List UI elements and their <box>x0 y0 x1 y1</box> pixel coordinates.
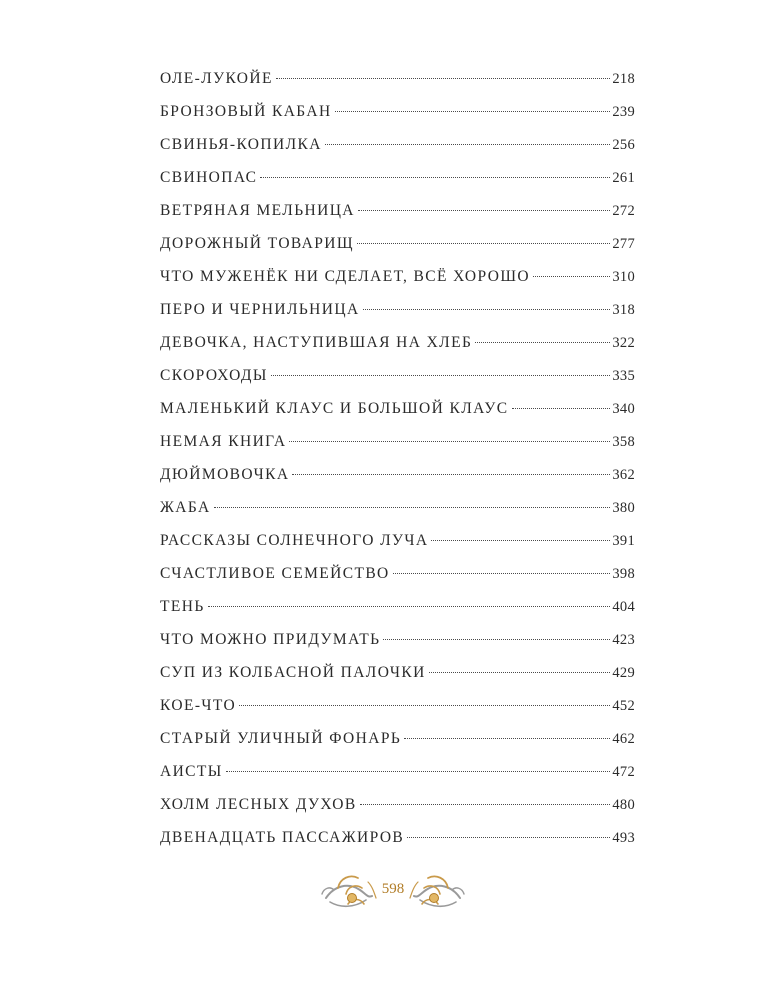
toc-entry <box>160 722 635 755</box>
dot-leader <box>292 474 610 475</box>
toc-entry-page: 239 <box>612 104 635 120</box>
toc-entry <box>160 821 635 854</box>
toc-entry <box>160 161 635 194</box>
toc-entry-title: ТЕНЬ <box>160 598 205 615</box>
toc-entry <box>160 755 635 788</box>
dot-leader <box>214 507 611 508</box>
toc-entry <box>160 557 635 590</box>
toc-entry-title: МАЛЕНЬКИЙ КЛАУС И БОЛЬШОЙ КЛАУС <box>160 400 509 417</box>
toc-entry-page: 462 <box>612 731 635 747</box>
dot-leader <box>363 309 611 310</box>
toc-entry-page: 404 <box>612 599 635 615</box>
toc-entry-page: 335 <box>612 368 635 384</box>
toc-entry-title: СЧАСТЛИВОЕ СЕМЕЙСТВО <box>160 565 390 582</box>
dot-leader <box>407 837 610 838</box>
dot-leader <box>360 804 611 805</box>
toc-entry-title: КОЕ-ЧТО <box>160 697 237 714</box>
toc-entry-title: ЧТО МОЖНО ПРИДУМАТЬ <box>160 631 381 648</box>
toc-entry-page: 398 <box>612 566 635 582</box>
toc-entry-page: 277 <box>612 236 635 252</box>
toc-entry <box>160 227 635 260</box>
toc-entry-page: 452 <box>612 698 635 714</box>
toc-entry <box>160 194 635 227</box>
toc-entry-page: 480 <box>612 797 635 813</box>
dot-leader <box>533 276 610 277</box>
toc-entry <box>160 491 635 524</box>
toc-entry-title: ДЕВОЧКА, НАСТУПИВШАЯ НА ХЛЕБ <box>160 334 473 351</box>
toc-entry-title: ХОЛМ ЛЕСНЫХ ДУХОВ <box>160 796 357 813</box>
dot-leader <box>358 210 610 211</box>
toc-entry-title: АИСТЫ <box>160 763 223 780</box>
dot-leader <box>239 705 610 706</box>
toc-entry <box>160 326 635 359</box>
toc-entry-page: 493 <box>612 830 635 846</box>
toc-entry-page: 423 <box>612 632 635 648</box>
dot-leader <box>276 78 610 79</box>
toc-entry-title: БРОНЗОВЫЙ КАБАН <box>160 103 332 120</box>
toc-entry <box>160 524 635 557</box>
dot-leader <box>208 606 611 607</box>
page-footer <box>318 868 468 916</box>
toc-entry-page: 318 <box>612 302 635 318</box>
toc-entry-title: СТАРЫЙ УЛИЧНЫЙ ФОНАРЬ <box>160 730 402 747</box>
toc-entry <box>160 788 635 821</box>
toc-entry-title: ЖАБА <box>160 499 211 516</box>
toc-entry <box>160 425 635 458</box>
dot-leader <box>429 672 611 673</box>
toc-entry <box>160 623 635 656</box>
dot-leader <box>226 771 611 772</box>
dot-leader <box>271 375 611 376</box>
toc-entry-page: 391 <box>612 533 635 549</box>
toc-entry <box>160 656 635 689</box>
toc-entry-page: 256 <box>612 137 635 153</box>
toc-entry-page: 310 <box>612 269 635 285</box>
toc-entry-title: РАССКАЗЫ СОЛНЕЧНОГО ЛУЧА <box>160 532 429 549</box>
toc-entry-page: 429 <box>612 665 635 681</box>
toc-entry-page: 358 <box>612 434 635 450</box>
toc-entry-page: 218 <box>612 71 635 87</box>
toc-entry <box>160 62 635 95</box>
toc-entry-page: 362 <box>612 467 635 483</box>
toc-entry <box>160 689 635 722</box>
toc-entry-title: СВИНЬЯ-КОПИЛКА <box>160 136 322 153</box>
toc-entry-page: 322 <box>612 335 635 351</box>
page-number: 598 <box>381 881 405 897</box>
table-of-contents <box>160 62 635 854</box>
toc-entry-title: ДЮЙМОВОЧКА <box>160 466 290 483</box>
toc-entry-title: ОЛЕ-ЛУКОЙЕ <box>160 70 273 87</box>
toc-entry <box>160 590 635 623</box>
toc-entry-title: НЕМАЯ КНИГА <box>160 433 287 450</box>
toc-entry <box>160 95 635 128</box>
dot-leader <box>325 144 611 145</box>
toc-entry <box>160 458 635 491</box>
toc-entry-page: 261 <box>612 170 635 186</box>
toc-entry-title: ДОРОЖНЫЙ ТОВАРИЩ <box>160 235 354 252</box>
toc-entry-page: 340 <box>612 401 635 417</box>
toc-entry-title: ВЕТРЯНАЯ МЕЛЬНИЦА <box>160 202 355 219</box>
dot-leader <box>393 573 611 574</box>
toc-entry <box>160 128 635 161</box>
toc-entry-page: 380 <box>612 500 635 516</box>
dot-leader <box>260 177 610 178</box>
toc-entry <box>160 392 635 425</box>
dot-leader <box>357 243 610 244</box>
toc-entry <box>160 293 635 326</box>
toc-entry-title: СКОРОХОДЫ <box>160 367 268 384</box>
dot-leader <box>383 639 610 640</box>
toc-entry-title: СУП ИЗ КОЛБАСНОЙ ПАЛОЧКИ <box>160 664 426 681</box>
toc-entry-title: ПЕРО И ЧЕРНИЛЬНИЦА <box>160 301 360 318</box>
toc-entry-page: 472 <box>612 764 635 780</box>
dot-leader <box>404 738 610 739</box>
toc-entry-title: СВИНОПАС <box>160 169 258 186</box>
toc-entry <box>160 359 635 392</box>
dot-leader <box>512 408 611 409</box>
toc-entry-page: 272 <box>612 203 635 219</box>
dot-leader <box>335 111 611 112</box>
toc-entry-title: ЧТО МУЖЕНЁК НИ СДЕЛАЕТ, ВСЁ ХОРОШО <box>160 268 530 285</box>
dot-leader <box>431 540 610 541</box>
toc-entry <box>160 260 635 293</box>
toc-entry-title: ДВЕНАДЦАТЬ ПАССАЖИРОВ <box>160 829 405 846</box>
dot-leader <box>475 342 610 343</box>
dot-leader <box>289 441 610 442</box>
